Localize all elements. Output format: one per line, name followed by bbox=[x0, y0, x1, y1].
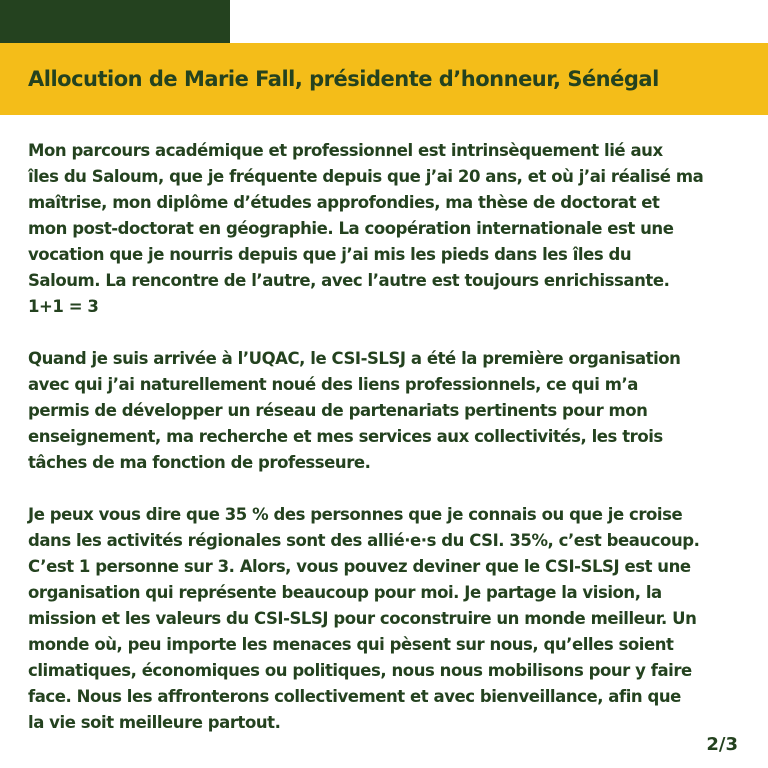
text-line: mission et les valeurs du CSI-SLSJ pour coconstruire un monde meilleur. Un bbox=[28, 609, 697, 628]
page-indicator: 2/3 bbox=[706, 734, 738, 755]
text-line: permis de développer un réseau de partenariats pertinents pour mon bbox=[28, 401, 648, 420]
text-line: monde où, peu importe les menaces qui pèsent sur nous, qu’elles soient bbox=[28, 635, 674, 654]
text-line: Je peux vous dire que 35 % des personnes que je connais ou que je croise bbox=[28, 505, 683, 524]
top-accent-bar bbox=[0, 0, 230, 43]
text-line: Mon parcours académique et professionnel est intrinsèquement lié aux bbox=[28, 141, 663, 160]
text-line: dans les activités régionales sont des allié·e·s du CSI. 35%, c’est beaucoup. bbox=[28, 531, 700, 550]
text-line: face. Nous les affronterons collectivement et avec bienveillance, afin que bbox=[28, 687, 681, 706]
text-line: climatiques, économiques ou politiques, nous nous mobilisons pour y faire bbox=[28, 661, 692, 680]
text-line: maîtrise, mon diplôme d’études approfondies, ma thèse de doctorat et bbox=[28, 193, 660, 212]
page-title: Allocution de Marie Fall, présidente d’honneur, Sénégal bbox=[28, 67, 659, 91]
paragraph-2 bbox=[28, 346, 748, 476]
text-line: la vie soit meilleure partout. bbox=[28, 713, 281, 732]
text-line: 1+1 = 3 bbox=[28, 297, 99, 316]
paragraph-3 bbox=[28, 502, 748, 736]
text-line: Saloum. La rencontre de l’autre, avec l’autre est toujours enrichissante. bbox=[28, 271, 670, 290]
text-line: mon post-doctorat en géographie. La coopération internationale est une bbox=[28, 219, 674, 238]
text-line: enseignement, ma recherche et mes services aux collectivités, les trois bbox=[28, 427, 663, 446]
text-line: organisation qui représente beaucoup pour moi. Je partage la vision, la bbox=[28, 583, 662, 602]
paragraph-1 bbox=[28, 138, 748, 320]
text-line: C’est 1 personne sur 3. Alors, vous pouvez deviner que le CSI-SLSJ est une bbox=[28, 557, 691, 576]
text-line: vocation que je nourris depuis que j’ai mis les pieds dans les îles du bbox=[28, 245, 632, 264]
text-line: Quand je suis arrivée à l’UQAC, le CSI-SLSJ a été la première organisation bbox=[28, 349, 681, 368]
text-line: avec qui j’ai naturellement noué des liens professionnels, ce qui m’a bbox=[28, 375, 638, 394]
text-line: îles du Saloum, que je fréquente depuis que j’ai 20 ans, et où j’ai réalisé ma bbox=[28, 167, 704, 186]
text-line: tâches de ma fonction de professeure. bbox=[28, 453, 371, 472]
speech-body bbox=[28, 138, 748, 762]
